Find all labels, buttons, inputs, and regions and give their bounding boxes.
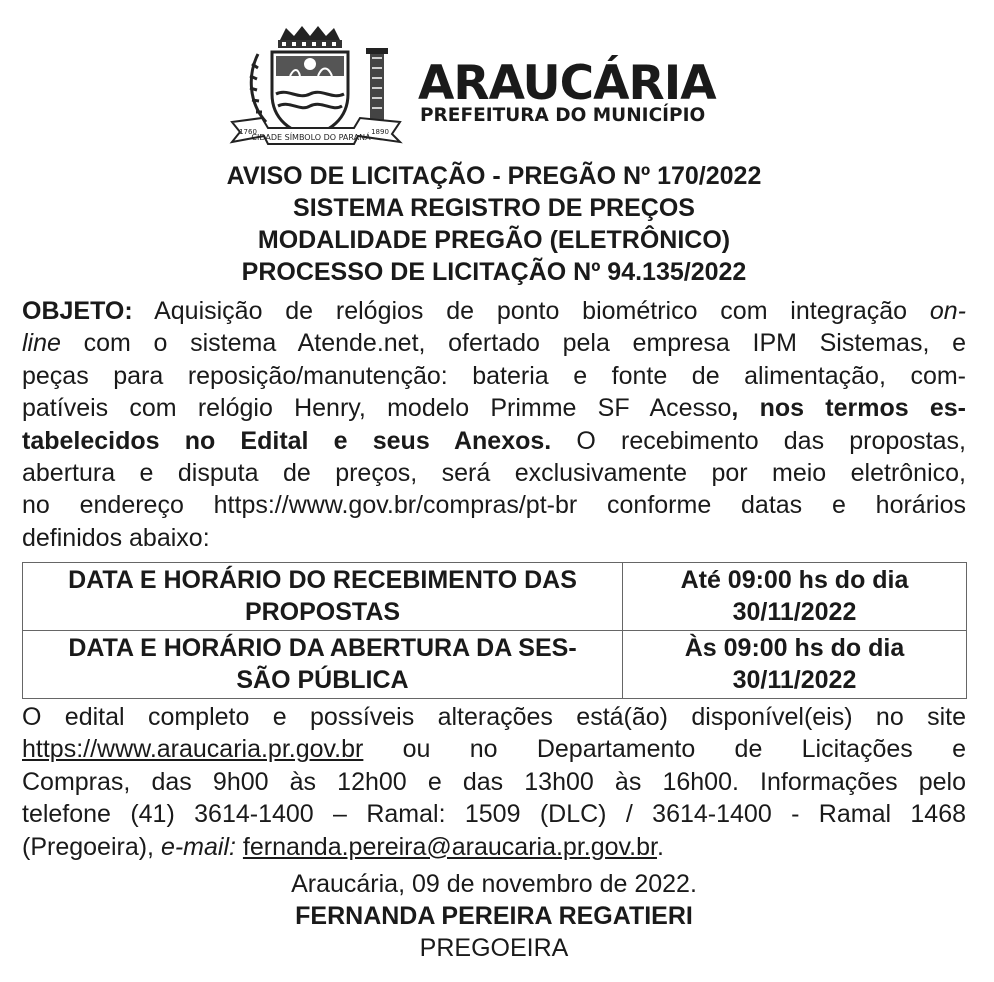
svg-text:CIDADE SÍMBOLO DO PARANÁ: CIDADE SÍMBOLO DO PARANÁ [251,133,371,142]
notice-modality: MODALIDADE PREGÃO (ELETRÔNICO) [257,226,731,254]
notice-subtitle: SISTEMA REGISTRO DE PREÇOS [293,194,695,222]
signer-name: FERNANDA PEREIRA REGATIERI [295,902,693,930]
table-cell-value: Até 09:00 hs do dia 30/11/2022 [623,563,967,631]
place-date: Araucária, 09 de novembro de 2022. [291,870,697,898]
svg-text:1760: 1760 [239,128,257,136]
text-line: peças para reposição/manutenção: bateria e fonte de alimentação, com- [22,361,966,390]
notice-process: PROCESSO DE LICITAÇÃO Nº 94.135/2022 [241,258,747,286]
text-line: tabelecidos no Edital e seus Anexos. O recebimento das propostas, [22,426,966,455]
brand-subtitle: PREFEITURA DO MUNICÍPIO [420,105,706,126]
notice-title: AVISO DE LICITAÇÃO - PREGÃO Nº 170/2022 [226,162,762,190]
table-cell-label: DATA E HORÁRIO DA ABERTURA DA SES- SÃO PÚBLICA [23,631,623,699]
header [228,24,768,150]
text-line: definidos abaixo: [22,523,210,552]
table-row [23,631,967,699]
svg-text:1890: 1890 [371,128,389,136]
text-line: patíveis com relógio Henry, modelo Primme SF Acesso, nos termos es- [22,394,966,423]
notice-titles [22,160,966,288]
signature-block [22,868,966,964]
objeto-paragraph [22,295,966,554]
brand-logo [418,56,716,126]
text-line: line com o sistema Atende.net, ofertado pela empresa IPM Sistemas, e [22,329,966,358]
text-line: Compras, das 9h00 às 12h00 e das 13h00 às 16h00. Informações pelo [22,767,966,796]
edital-paragraph [22,701,966,863]
text-line: no endereço https://www.gov.br/compras/pt-br conforme datas e horários [22,491,966,520]
text-line: abertura e disputa de preços, será exclusivamente por meio eletrônico, [22,458,966,487]
brand-name: ARAUCÁRIA [418,56,716,111]
signer-role: PREGOEIRA [419,934,569,962]
email-link[interactable]: fernanda.pereira@araucaria.pr.gov.br [242,832,657,861]
table-cell-label: DATA E HORÁRIO DO RECEBIMENTO DAS PROPOSTAS [23,563,623,631]
text-line: OBJETO: Aquisição de relógios de ponto biométrico com integração on- [22,297,966,325]
objeto-label: OBJETO: [22,297,133,325]
text-line: telefone (41) 3614-1400 – Ramal: 1509 (DLC) / 3614-1400 - Ramal 1468 [22,800,966,829]
dates-table [22,562,967,699]
text-line: https://www.araucaria.pr.gov.br ou no Departamento de Licitações e [22,735,966,764]
text-line: O edital completo e possíveis alterações está(ão) disponível(eis) no site [22,703,966,731]
table-row [23,563,967,631]
table-cell-value: Às 09:00 hs do dia 30/11/2022 [623,631,967,699]
text-line: (Pregoeira), e-mail: fernanda.pereira@araucaria.pr.gov.br. [22,832,664,861]
website-link[interactable]: https://www.araucaria.pr.gov.br [22,735,364,764]
municipal-seal-icon [228,24,406,148]
